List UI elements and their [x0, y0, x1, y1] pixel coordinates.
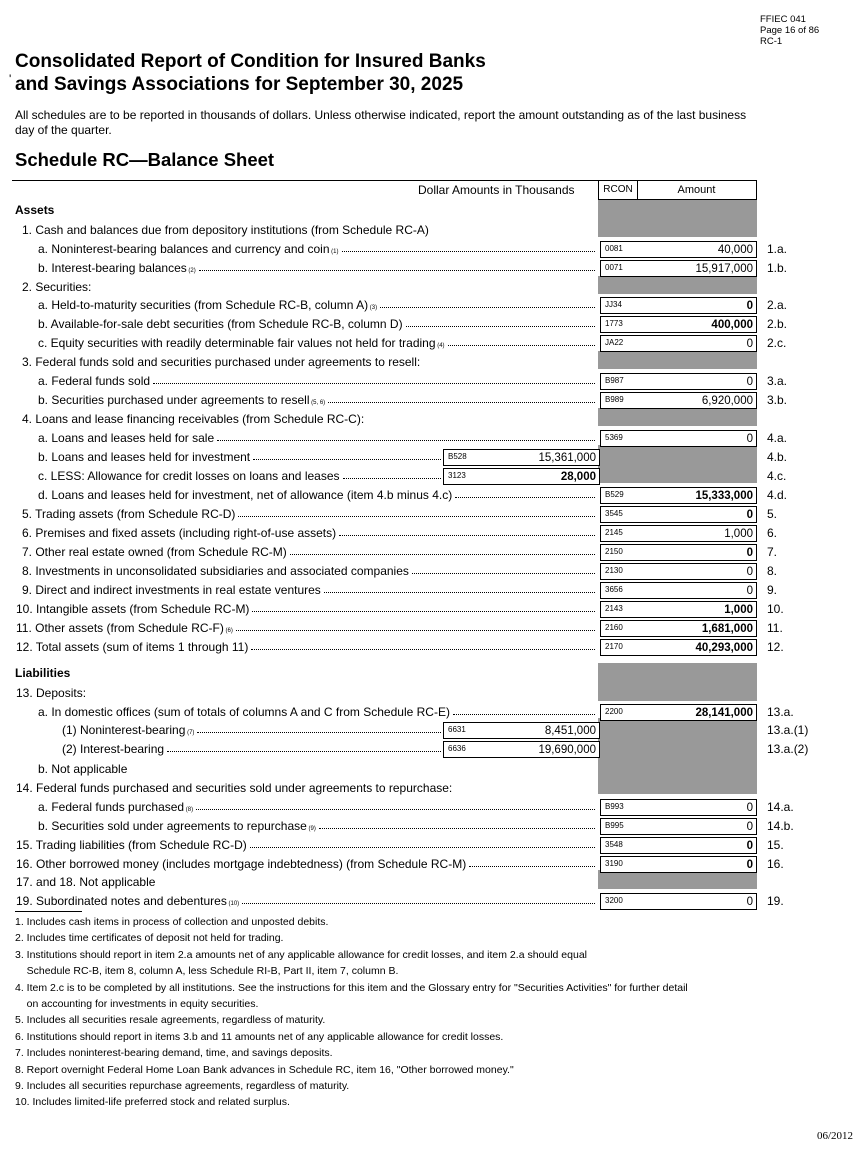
footnote: 4. Item 2.c is to be completed by all institutions. See the instructions for this item and the Glossary entry for "Securities Activities" for further detail: [15, 981, 688, 994]
table-row: [0, 855, 860, 874]
item-number: 2.b.: [767, 317, 788, 331]
table-row: [0, 892, 860, 911]
table-row: [0, 467, 860, 486]
amount-value: 0: [636, 335, 757, 352]
footnote-ref: (4): [435, 343, 445, 349]
table-row: [0, 836, 860, 855]
footnote: Schedule RC-B, item 8, column A, less Schedule RI-B, Part II, item 7, column B.: [15, 965, 399, 978]
footnote-ref: (2): [186, 268, 196, 274]
row-label: [16, 602, 249, 616]
rcon-code: 0081: [600, 241, 637, 258]
row-label: [38, 450, 250, 464]
row-label-text: b. Loans and leases held for investment: [38, 450, 251, 464]
column-header-label: Dollar Amounts in Thousands: [418, 183, 575, 197]
row-label: [22, 507, 235, 521]
row-label-text: 6. Premises and fixed assets (including right-of-use assets): [22, 526, 337, 540]
leader-dots: [448, 345, 595, 346]
amount-value: 400,000: [636, 316, 757, 333]
page-title: Consolidated Report of Condition for Insured Banks and Savings Associations for September 30, 2025: [15, 51, 486, 95]
table-row: [0, 562, 860, 581]
page-number: Page 16 of 86: [760, 25, 820, 36]
item-number: 19.: [767, 894, 784, 908]
table-row: [0, 779, 860, 798]
table-row: [0, 353, 860, 372]
item-number: 4.a.: [767, 431, 788, 445]
row-label: [16, 781, 452, 795]
row-label-text: 14. Federal funds purchased and securities sold under agreements to repurchase:: [16, 781, 453, 795]
item-number: 15.: [767, 838, 784, 852]
rcon-code: 2143: [600, 601, 637, 618]
margin-mark: ': [9, 72, 12, 86]
row-label: [62, 742, 164, 756]
revision-date: 06/2012: [817, 1130, 854, 1142]
leader-dots: [412, 573, 595, 574]
item-number: 12.: [767, 640, 784, 654]
item-number: 4.c.: [767, 469, 787, 483]
row-label-text: 4. Loans and lease financing receivables (from Schedule RC-C):: [22, 412, 365, 426]
table-row: [0, 448, 860, 467]
rcon-code: 6636: [443, 741, 480, 758]
section-liabilities: Liabilities: [15, 666, 71, 680]
section-assets: Assets: [15, 203, 55, 217]
item-number: 3.b.: [767, 393, 788, 407]
rcon-code: B995: [600, 818, 637, 835]
row-label: [38, 336, 445, 353]
rcon-code: 3123: [443, 468, 480, 485]
leader-dots: [453, 714, 595, 715]
row-label: [62, 723, 194, 740]
row-label: [16, 838, 247, 852]
leader-dots: [197, 732, 441, 733]
item-number: 13.a.: [767, 705, 794, 719]
rcon-code: 2145: [600, 525, 637, 542]
item-number: 4.b.: [767, 450, 788, 464]
amount-value: 1,000: [636, 525, 757, 542]
leader-dots: [455, 497, 595, 498]
row-label-text: c. LESS: Allowance for credit losses on loans and leases: [38, 469, 340, 483]
rcon-code: 0071: [600, 260, 637, 277]
amount-value: 0: [636, 544, 757, 561]
row-label-text: 9. Direct and indirect investments in real estate ventures: [22, 583, 321, 597]
row-label: [22, 564, 409, 578]
amount-value: 0: [636, 563, 757, 580]
intro-text: All schedules are to be reported in thousands of dollars. Unless otherwise indicated, report the amount outstanding as of the last business day of the quarter.: [15, 108, 747, 137]
amount-value: 6,920,000: [636, 392, 757, 409]
footnotes: [15, 914, 815, 1111]
leader-dots: [250, 847, 595, 848]
table-row: [0, 296, 860, 315]
footnote-ref: (3): [368, 305, 378, 311]
table-row: [0, 798, 860, 817]
item-number: 14.b.: [767, 819, 794, 833]
item-number: 16.: [767, 857, 784, 871]
row-label: [38, 469, 340, 483]
amount-value: 15,917,000: [636, 260, 757, 277]
item-number: 2.c.: [767, 336, 787, 350]
table-row: [0, 259, 860, 278]
item-number: 1.b.: [767, 261, 788, 275]
item-number: 2.a.: [767, 298, 788, 312]
leader-dots: [339, 535, 595, 536]
amount-value: 0: [636, 297, 757, 314]
rcon-code: 3548: [600, 837, 637, 854]
footnote-ref: (6): [223, 628, 233, 634]
row-label-text: 17. and 18. Not applicable: [16, 875, 156, 889]
amount-value: 28,000: [479, 468, 600, 485]
top-rule: [12, 180, 598, 181]
leader-dots: [319, 828, 595, 829]
footnote-ref: (9): [306, 826, 316, 832]
row-label-text: 11. Other assets (from Schedule RC-F): [16, 621, 224, 635]
row-label: [22, 223, 429, 237]
amount-value: 0: [636, 582, 757, 599]
row-label: [16, 857, 466, 871]
row-label: [22, 412, 364, 426]
amount-value: 28,141,000: [636, 704, 757, 721]
row-label: [38, 431, 214, 445]
amount-value: 19,690,000: [479, 741, 600, 758]
item-number: 5.: [767, 507, 778, 521]
rcon-code: 5369: [600, 430, 637, 447]
leader-dots: [328, 402, 595, 403]
row-label-text: 7. Other real estate owned (from Schedule RC-M): [22, 545, 287, 559]
amount-value: 1,000: [636, 601, 757, 618]
row-label-text: 2. Securities:: [22, 280, 92, 294]
row-label-text: 5. Trading assets (from Schedule RC-D): [22, 507, 236, 521]
table-row: [0, 221, 860, 240]
rcon-code: 3200: [600, 893, 637, 910]
footnote-ref: (5, 6): [309, 400, 326, 406]
row-label-text: a. Loans and leases held for sale: [38, 431, 215, 445]
row-label-text: 3. Federal funds sold and securities purchased under agreements to resell:: [22, 355, 421, 369]
row-label: [38, 819, 316, 836]
table-row: [0, 740, 860, 759]
amount-value: 15,333,000: [636, 487, 757, 504]
row-label: [16, 621, 233, 638]
row-label: [22, 545, 287, 559]
footnote: on accounting for investments in equity securities.: [15, 998, 259, 1011]
row-label-text: b. Securities purchased under agreements to resell: [38, 393, 310, 407]
table-row: [0, 505, 860, 524]
amount-value: 0: [636, 818, 757, 835]
form-number: FFIEC 041: [760, 14, 806, 25]
footnote-ref: (8): [184, 807, 194, 813]
row-label-text: a. Federal funds sold: [38, 374, 151, 388]
table-row: [0, 760, 860, 779]
leader-dots: [406, 326, 595, 327]
leader-dots: [380, 307, 595, 308]
row-label: [22, 280, 91, 294]
rcon-code: B993: [600, 799, 637, 816]
leader-dots: [236, 630, 595, 631]
row-label: [38, 393, 325, 410]
amount-value: 0: [636, 430, 757, 447]
rcon-code: 2200: [600, 704, 637, 721]
table-row: [0, 684, 860, 703]
row-label-text: 13. Deposits:: [16, 686, 87, 700]
rcon-code: 3656: [600, 582, 637, 599]
rcon-code: B987: [600, 373, 637, 390]
table-row: [0, 278, 860, 297]
leader-dots: [251, 649, 595, 650]
item-number: 7.: [767, 545, 778, 559]
table-row: [0, 703, 860, 722]
row-label-text: a. In domestic offices (sum of totals of columns A and C from Schedule RC-E): [38, 705, 450, 719]
row-label-text: 12. Total assets (sum of items 1 through 11): [16, 640, 249, 654]
table-row: [0, 638, 860, 657]
leader-dots: [343, 478, 442, 479]
row-label: [22, 526, 336, 540]
table-row: [0, 410, 860, 429]
row-label-text: b. Not applicable: [38, 762, 128, 776]
row-label: [38, 298, 377, 315]
footnote: 9. Includes all securities repurchase agreements, regardless of maturity.: [15, 1080, 350, 1093]
rcon-code: JA22: [600, 335, 637, 352]
row-label-text: b. Securities sold under agreements to repurchase: [38, 819, 307, 833]
row-label-text: 19. Subordinated notes and debentures: [16, 894, 227, 908]
table-row: [0, 315, 860, 334]
rcon-code: B529: [600, 487, 637, 504]
rcon-code: 2170: [600, 639, 637, 656]
footnote: 10. Includes limited-life preferred stock and related surplus.: [15, 1096, 290, 1109]
footnote: 2. Includes time certificates of deposit not held for trading.: [15, 932, 284, 945]
table-row: [0, 873, 860, 892]
footnote-ref: (10): [226, 901, 240, 907]
footnote-ref: (7): [185, 730, 195, 736]
row-label-text: a. Federal funds purchased: [38, 800, 185, 814]
leader-dots: [217, 440, 595, 441]
item-number: 6.: [767, 526, 778, 540]
table-row: [0, 721, 860, 740]
row-label: [16, 875, 155, 889]
row-label: [22, 583, 321, 597]
footnote: 7. Includes noninterest-bearing demand, time, and savings deposits.: [15, 1047, 333, 1060]
row-label-text: 15. Trading liabilities (from Schedule RC-D): [16, 838, 247, 852]
rcon-code: B528: [443, 449, 480, 466]
leader-dots: [342, 251, 595, 252]
row-label: [38, 488, 452, 502]
footnote-rule: [15, 911, 82, 912]
table-row: [0, 524, 860, 543]
row-label-text: d. Loans and leases held for investment, net of allowance (item 4.b minus 4.c): [38, 488, 453, 502]
rcon-header: RCON: [598, 180, 638, 200]
rcon-code: 3190: [600, 856, 637, 873]
table-row: [0, 391, 860, 410]
amount-value: 40,293,000: [636, 639, 757, 656]
table-row: [0, 619, 860, 638]
table-row: [0, 543, 860, 562]
row-label-text: a. Held-to-maturity securities (from Schedule RC-B, column A): [38, 298, 369, 312]
footnote: 1. Includes cash items in process of collection and unposted debits.: [15, 916, 329, 928]
footnote: 8. Report overnight Federal Home Loan Bank advances in Schedule RC, item 16, "Other borrowed money.": [15, 1063, 514, 1076]
leader-dots: [290, 554, 595, 555]
amount-value: 0: [636, 373, 757, 390]
item-number: 4.d.: [767, 488, 788, 502]
amount-value: 0: [636, 837, 757, 854]
rcon-code: 6631: [443, 722, 480, 739]
row-label: [22, 355, 420, 369]
row-label-text: 8. Investments in unconsolidated subsidiaries and associated companies: [22, 564, 409, 578]
row-label-text: 1. Cash and balances due from depository institutions (from Schedule RC-A): [22, 223, 429, 237]
item-number: 3.a.: [767, 374, 788, 388]
leader-dots: [253, 459, 441, 460]
rcon-code: B989: [600, 392, 637, 409]
amount-value: 0: [636, 799, 757, 816]
row-label-text: (1) Noninterest-bearing: [62, 723, 186, 737]
leader-dots: [199, 270, 595, 271]
footnote: 6. Institutions should report in items 3.b and 11 amounts net of any applicable allowance for credit losses.: [15, 1030, 504, 1043]
row-label: [38, 261, 196, 278]
item-number: 10.: [767, 602, 784, 616]
table-row: [0, 581, 860, 600]
leader-dots: [242, 903, 595, 904]
leader-dots: [252, 611, 595, 612]
table-row: [0, 240, 860, 259]
table-row: [0, 429, 860, 448]
amount-value: 1,681,000: [636, 620, 757, 637]
item-number: 13.a.(2): [767, 742, 809, 756]
amount-value: 0: [636, 893, 757, 910]
form-header: [760, 14, 819, 47]
section-code: RC-1: [760, 36, 783, 47]
row-label: [38, 762, 127, 776]
row-label-text: b. Interest-bearing balances: [38, 261, 187, 275]
row-label: [38, 317, 403, 331]
row-label: [38, 705, 450, 719]
table-row: [0, 817, 860, 836]
row-label-text: (2) Interest-bearing: [62, 742, 165, 756]
item-number: 1.a.: [767, 242, 788, 256]
amount-value: 40,000: [636, 241, 757, 258]
table-row: [0, 486, 860, 505]
table-row: [0, 600, 860, 619]
row-label-text: a. Noninterest-bearing balances and currency and coin: [38, 242, 330, 256]
leader-dots: [153, 383, 595, 384]
item-number: 8.: [767, 564, 778, 578]
leader-dots: [324, 592, 595, 593]
row-label-text: 10. Intangible assets (from Schedule RC-M): [16, 602, 250, 616]
row-label-text: b. Available-for-sale debt securities (from Schedule RC-B, column D): [38, 317, 403, 331]
footnote: 3. Institutions should report in item 2.a amounts net of any applicable allowance for credit losses, and item 2.a should equal: [15, 948, 587, 961]
rcon-code: 3545: [600, 506, 637, 523]
rcon-code: JJ34: [600, 297, 637, 314]
amount-value: 0: [636, 856, 757, 873]
leader-dots: [469, 866, 595, 867]
row-label: [16, 894, 239, 911]
row-label: [38, 374, 150, 388]
row-label: [38, 242, 339, 259]
row-label-text: c. Equity securities with readily determinable fair values not held for trading: [38, 336, 436, 350]
schedule-title: Schedule RC—Balance Sheet: [15, 149, 275, 170]
leader-dots: [196, 809, 595, 810]
leader-dots: [238, 516, 595, 517]
item-number: 11.: [767, 621, 783, 635]
row-label: [38, 800, 193, 817]
amount-value: 8,451,000: [479, 722, 600, 739]
rcon-code: 2150: [600, 544, 637, 561]
rcon-code: 1773: [600, 316, 637, 333]
item-number: 14.a.: [767, 800, 794, 814]
footnote: 5. Includes all securities resale agreements, regardless of maturity.: [15, 1014, 326, 1027]
row-label-text: 16. Other borrowed money (includes mortgage indebtedness) (from Schedule RC-M): [16, 857, 467, 871]
amount-value: 15,361,000: [479, 449, 600, 466]
leader-dots: [167, 751, 441, 752]
amount-header: Amount: [637, 180, 757, 200]
item-number: 13.a.(1): [767, 723, 809, 737]
amount-value: 0: [636, 506, 757, 523]
row-label: [16, 640, 248, 654]
rcon-code: 2130: [600, 563, 637, 580]
footnote-ref: (1): [329, 249, 339, 255]
rcon-code: 2160: [600, 620, 637, 637]
table-row: [0, 334, 860, 353]
item-number: 9.: [767, 583, 778, 597]
row-label: [16, 686, 86, 700]
table-row: [0, 372, 860, 391]
